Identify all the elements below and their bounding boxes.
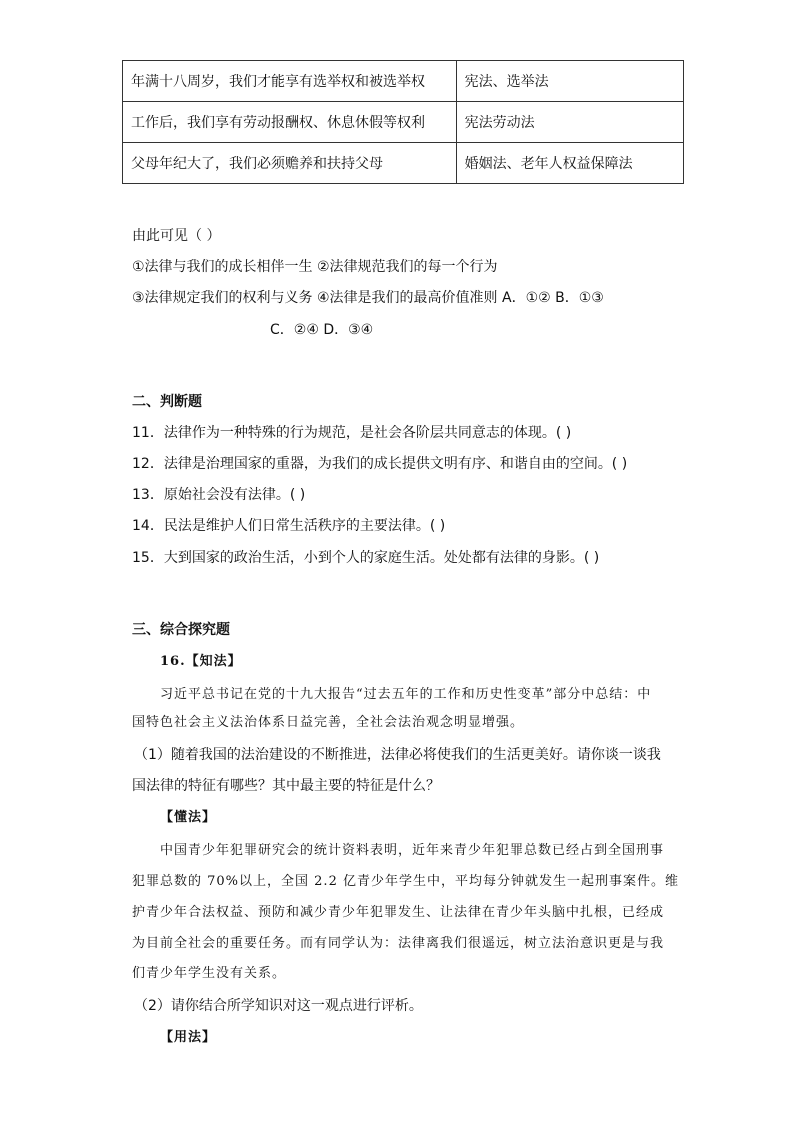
q16-sub1-2: 国法律的特征有哪些？其中最主要的特征是什么？ bbox=[132, 778, 440, 794]
q16-intro-2: 国特色社会主义法治体系日益完善，全社会法治观念明显增强。 bbox=[132, 715, 525, 730]
use-label: 【用法】 bbox=[160, 1030, 217, 1045]
judgement-item: 15．大到国家的政治生活，小到个人的家庭生活。处处都有法律的身影。( ) bbox=[132, 550, 600, 566]
table-cell-law: 宪法、选举法 bbox=[456, 61, 683, 102]
judgement-item: 11．法律作为一种特殊的行为规范，是社会各阶层共同意志的体现。( ) bbox=[132, 425, 572, 441]
q16-paragraph-2: 犯罪总数的 70%以上，全国 2.2 亿青少年学生中，平均每分钟就发生一起刑事案件。维 bbox=[132, 874, 679, 889]
q16-paragraph-3: 护青少年合法权益、预防和减少青少年犯罪发生、让法律在青少年头脑中扎根，已经成 bbox=[132, 905, 665, 920]
q16-paragraph-1: 中国青少年犯罪研究会的统计资料表明，近年来青少年犯罪总数已经占到全国刑事 bbox=[160, 843, 665, 858]
understand-label: 【懂法】 bbox=[160, 810, 217, 825]
judgement-item: 13．原始社会没有法律。( ) bbox=[132, 487, 306, 503]
q10-statements-2: ③法律规定我们的权利与义务 ④法律是我们的最高价值准则 A．①② B．①③ bbox=[132, 290, 604, 306]
table-cell-situation: 年满十八周岁，我们才能享有选举权和被选举权 bbox=[123, 61, 457, 102]
q10-statements-1: ①法律与我们的成长相伴一生 ②法律规范我们的每一个行为 bbox=[132, 259, 498, 275]
q16-intro-1: 习近平总书记在党的十九大报告“过去五年的工作和历史性变革”部分中总结：中 bbox=[160, 687, 652, 702]
table-row bbox=[123, 143, 684, 184]
table-cell-law: 婚姻法、老年人权益保障法 bbox=[456, 143, 683, 184]
q16-paragraph-4: 为目前全社会的重要任务。而有同学认为：法律离我们很遥远，树立法治意识更是与我 bbox=[132, 936, 665, 951]
q16-paragraph-5: 们青少年学生没有关系。 bbox=[132, 966, 287, 981]
q16-sub1-1: （1）随着我国的法治建设的不断推进，法律必将使我们的生活更美好。请你谈一谈我 bbox=[134, 747, 661, 763]
table-cell-situation: 工作后，我们享有劳动报酬权、休息休假等权利 bbox=[123, 102, 457, 143]
table-row bbox=[123, 102, 684, 143]
q10-options: C．②④ D．③④ bbox=[270, 322, 374, 338]
q10-stem: 由此可见（ ） bbox=[132, 228, 221, 244]
section-title-inquiry: 三、综合探究题 bbox=[132, 622, 230, 638]
table-row bbox=[123, 61, 684, 102]
judgement-item: 12．法律是治理国家的重器，为我们的成长提供文明有序、和谐自由的空间。( ) bbox=[132, 456, 628, 472]
table-cell-law: 宪法劳动法 bbox=[456, 102, 683, 143]
judgement-item: 14．民法是维护人们日常生活秩序的主要法律。( ) bbox=[132, 518, 446, 534]
table-cell-situation: 父母年纪大了，我们必须赡养和扶持父母 bbox=[123, 143, 457, 184]
q16-label: 16.【知法】 bbox=[160, 654, 242, 669]
section-title-judgement: 二、判断题 bbox=[132, 394, 202, 410]
q16-sub2: （2）请你结合所学知识对这一观点进行评析。 bbox=[134, 998, 423, 1014]
law-table bbox=[122, 60, 684, 184]
